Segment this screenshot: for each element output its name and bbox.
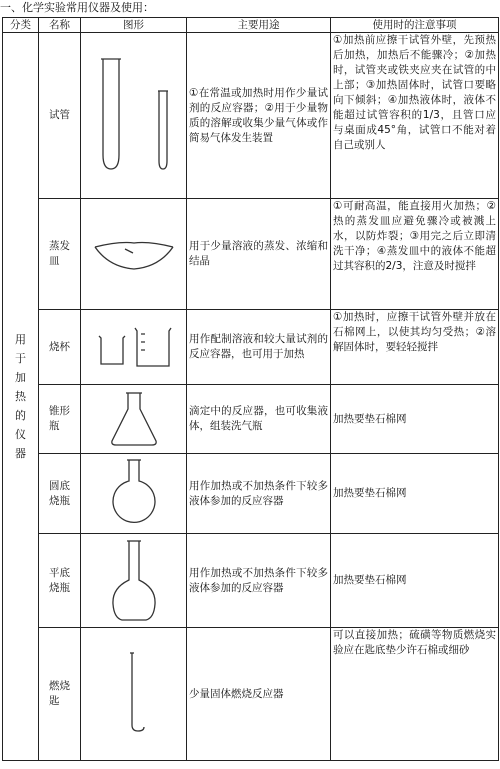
instrument-main-use: 用作加热或不加热条件下较多液体参加的反应容器 <box>187 454 331 534</box>
table-row <box>3 454 499 534</box>
instrument-main-use: 滴定中的反应器，也可收集液体，组装洗气瓶 <box>187 385 331 454</box>
instrument-notes: 加热要垫石棉网 <box>331 454 499 534</box>
instrument-notes: 加热要垫石棉网 <box>331 534 499 628</box>
table-row <box>3 385 499 454</box>
beakers-icon <box>89 322 179 372</box>
instrument-notes: 可以直接加热；硫磺等物质燃烧实验应在匙底垫少许石棉或细砂 <box>331 628 499 761</box>
instrument-name: 圆底烧瓶 <box>39 454 81 534</box>
round-bottom-flask-icon <box>104 457 164 531</box>
table-row <box>3 534 499 628</box>
table-row <box>3 33 499 199</box>
column-header-notes: 使用时的注意事项 <box>331 18 499 33</box>
instrument-name: 平底烧瓶 <box>39 534 81 628</box>
instrument-figure <box>81 199 187 310</box>
conical-flask-icon <box>104 389 164 449</box>
column-header-main-use: 主要用途 <box>187 18 331 33</box>
instrument-figure <box>81 310 187 385</box>
section-heading: 一、化学实验常用仪器及使用： <box>0 1 154 14</box>
instrument-main-use: 用作配制溶液和较大量试剂的反应容器，也可用于加热 <box>187 310 331 385</box>
instrument-figure <box>81 454 187 534</box>
instrument-main-use: 用于少量溶液的蒸发、浓缩和结晶 <box>187 199 331 310</box>
instrument-table <box>2 17 499 761</box>
column-header-category: 分类 <box>3 18 39 33</box>
instrument-notes: 加热要垫石棉网 <box>331 385 499 454</box>
combustion-spoon-icon <box>114 649 154 739</box>
table-row <box>3 628 499 761</box>
instrument-name: 蒸发皿 <box>39 199 81 310</box>
table-row <box>3 199 499 310</box>
instrument-figure <box>81 628 187 761</box>
table-header-row <box>3 18 499 33</box>
evaporating-dish-icon <box>89 229 179 279</box>
flat-bottom-flask-icon <box>104 538 164 624</box>
instrument-name: 锥形瓶 <box>39 385 81 454</box>
instrument-main-use: 少量固体燃烧反应器 <box>187 628 331 761</box>
column-header-name: 名称 <box>39 18 81 33</box>
instrument-notes: ①加热时，应擦干试管外壁并放在石棉网上，以使其均匀受热；②溶解固体时，要轻轻搅拌 <box>331 310 499 385</box>
instrument-main-use: 用作加热或不加热条件下较多液体参加的反应容器 <box>187 534 331 628</box>
instrument-notes: ①加热前应擦干试管外壁，先预热后加热，加热后不能骤冷；②加热时，试管夹或铁夹应夹在试管的中上部；③加热固体时，试管口要略向下倾斜；④加热液体时，液体不能超过试管容积的1/3，且管口应与桌面成45°角，试管口不能对着自己或别人 <box>331 33 499 199</box>
column-header-figure: 图形 <box>81 18 187 33</box>
instrument-name: 烧杯 <box>39 310 81 385</box>
instrument-figure <box>81 33 187 199</box>
instrument-figure <box>81 385 187 454</box>
table-row <box>3 310 499 385</box>
instrument-name: 试管 <box>39 33 81 199</box>
instrument-figure <box>81 534 187 628</box>
category-cell <box>3 33 39 761</box>
test-tubes-icon <box>89 51 179 181</box>
instrument-notes: ①可耐高温，能直接用火加热；②热的蒸发皿应避免骤冷或被溅上水，以防炸裂；③用完之后立即清洗干净；④蒸发皿中的液体不能超过其容积的2/3，注意及时搅拌 <box>331 199 499 310</box>
category-label: 用于加热的仪器 <box>15 333 26 460</box>
instrument-name: 燃烧匙 <box>39 628 81 761</box>
instrument-main-use: ①在常温或加热时用作少量试剂的反应容器；②用于少量物质的溶解或收集少量气体或作简易气体发生装置 <box>187 33 331 199</box>
